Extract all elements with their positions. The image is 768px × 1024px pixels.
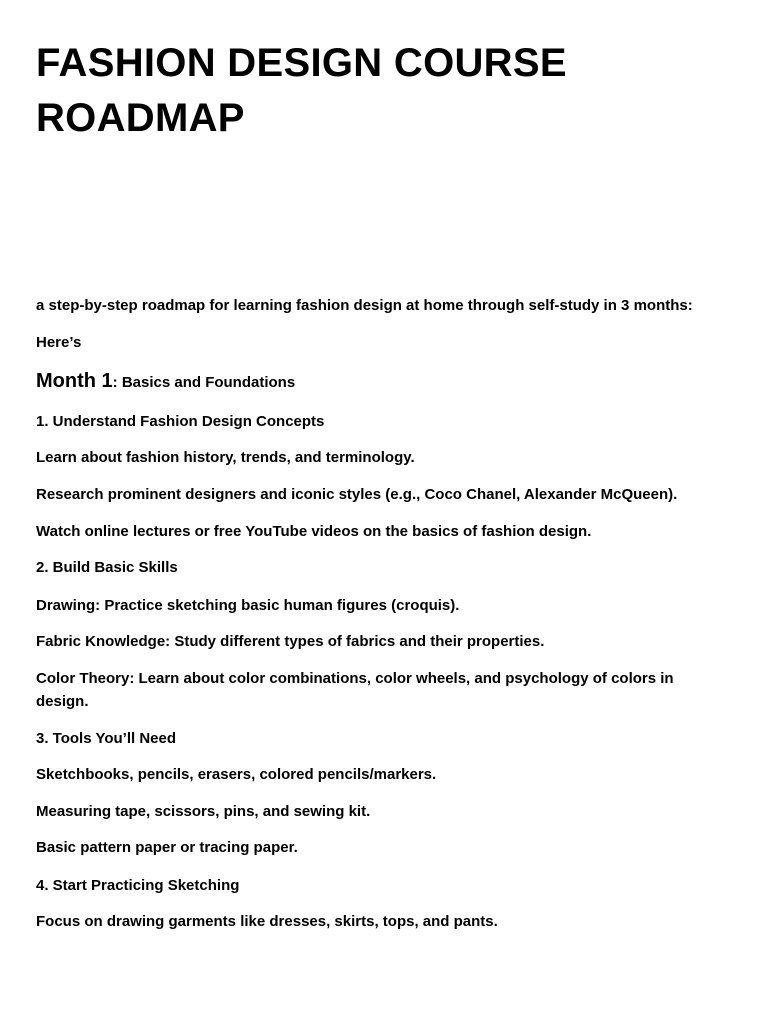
- section-3-heading: 3. Tools You’ll Need: [36, 730, 177, 747]
- section-3-item: Basic pattern paper or tracing paper.: [36, 839, 298, 856]
- section-4-item: Focus on drawing garments like dresses, skirts, tops, and pants.: [36, 913, 498, 930]
- intro-text: a step-by-step roadmap for learning fashion design at home through self-study in 3 months:: [36, 297, 693, 314]
- section-2-item: Color Theory: Learn about color combinations, color wheels, and psychology of colors in design.: [36, 670, 674, 710]
- section-4-heading: 4. Start Practicing Sketching: [36, 877, 240, 894]
- section-1-item: Research prominent designers and iconic styles (e.g., Coco Chanel, Alexander McQueen).: [36, 486, 678, 503]
- section-2-item: Drawing: Practice sketching basic human figures (croquis).: [36, 597, 460, 614]
- section-3-item: Measuring tape, scissors, pins, and sewing kit.: [36, 803, 371, 820]
- document-title: FASHION DESIGN COURSE ROADMAP: [36, 41, 567, 140]
- section-3-item: Sketchbooks, pencils, erasers, colored pencils/markers.: [36, 766, 437, 783]
- heres-text: Here’s: [36, 334, 82, 351]
- month-1-label: Month 1: [36, 370, 113, 392]
- section-1-item: Learn about fashion history, trends, and terminology.: [36, 449, 415, 466]
- month-1-heading: [36, 370, 736, 394]
- section-1-heading: 1. Understand Fashion Design Concepts: [36, 413, 325, 430]
- month-1-subtitle: : Basics and Foundations: [112, 374, 296, 391]
- section-2-item: Fabric Knowledge: Study different types of fabrics and their properties.: [36, 633, 545, 650]
- section-1-item: Watch online lectures or free YouTube videos on the basics of fashion design.: [36, 523, 592, 540]
- section-2-heading: 2. Build Basic Skills: [36, 559, 178, 576]
